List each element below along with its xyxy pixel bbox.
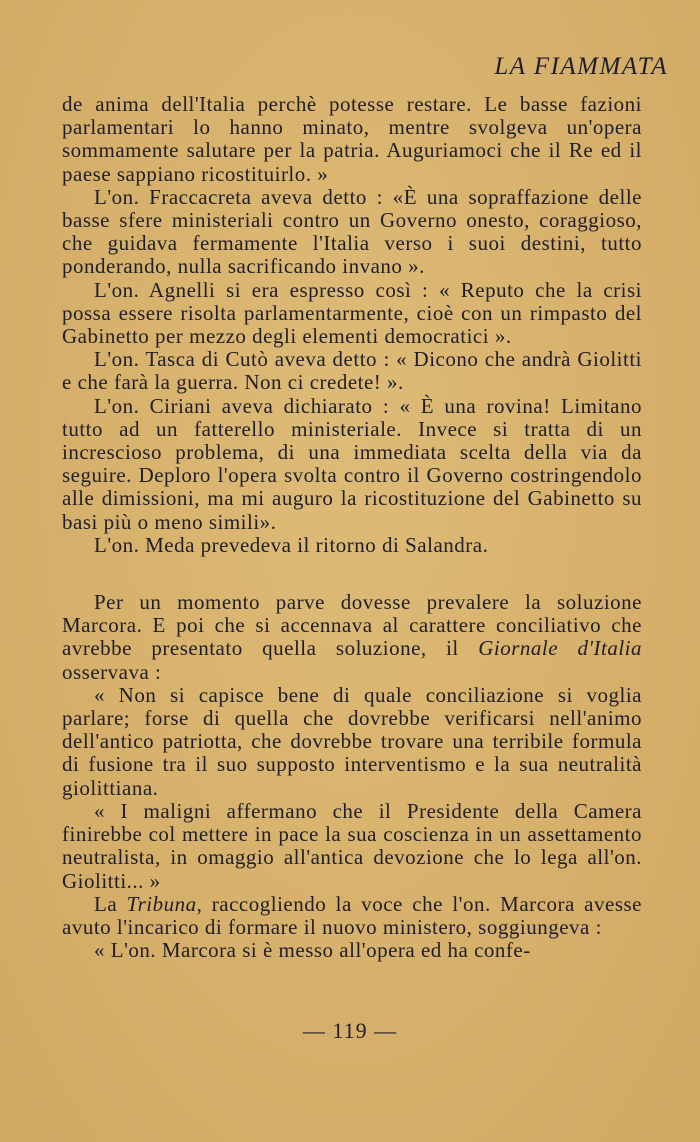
paragraph: L'on. Tasca di Cutò aveva detto : « Dicono che andrà Giolitti e che farà la guerra. Non ci credete! ». [62, 347, 642, 395]
text-span: osservava : [62, 659, 162, 684]
newspaper-title: Giornale d'Italia [478, 636, 642, 661]
paragraph [62, 893, 642, 939]
paragraph: « I maligni affermano che il Presidente della Camera finirebbe col mettere in pace la sua coscienza in un assettamento neutralista, in omaggio all'antica devozione che lo lega all'on. Giolitti... » [62, 798, 642, 893]
page-number: — 119 — [302, 1018, 398, 1043]
paragraph: « L'on. Marcora si è messo all'opera ed ha confe- [94, 938, 531, 963]
paragraph: L'on. Fraccacreta aveva detto : «È una sopraffazione delle basse sfere ministeriali contro un Governo onesto, coraggioso, che guidava fermamente l'Italia verso i suoi destini, tutto ponderando, nulla sacrificando invano ». [62, 184, 642, 279]
paragraph: de anima dell'Italia perchè potesse restare. Le basse fazioni parlamentari lo hanno minato, mentre svolgeva un'opera sommamente salutare per la patria. Auguriamoci che il Re ed il paese sappiano ricostituirlo. » [62, 92, 642, 186]
paragraph: « Non si capisce bene di quale conciliazione si voglia parlare; forse di quella che dovrebbe verificarsi nell'animo dell'antico patriotta, che dovrebbe trovare una terribile formula di fusione tra il suo supposto interventismo e la sua neutralità giolittiana. [62, 682, 642, 800]
newspaper-title: Tribuna [126, 891, 197, 916]
text-span: , raccogliendo la voce che l'on. Marcora avesse avuto l'incarico di formare il nuovo ministero, soggiungeva : [62, 891, 642, 939]
paragraph [62, 591, 642, 684]
text-span: Per un momento parve dovesse prevalere la soluzione Marcora. E poi che si accennava al carattere conciliativo che avrebbe presentato quella soluzione, il [62, 590, 642, 661]
body-text [62, 93, 642, 962]
text-span: La [94, 891, 127, 916]
paragraph: L'on. Meda prevedeva il ritorno di Salandra. [94, 532, 489, 557]
paragraph: L'on. Agnelli si era espresso così : « Reputo che la crisi possa essere risolta parlamentarmente, cioè con un rimpasto del Gabinetto per mezzo degli elementi democratici ». [62, 277, 642, 349]
running-head: LA FIAMMATA [494, 53, 668, 80]
paragraph: L'on. Ciriani aveva dichiarato : « È una rovina! Limitano tutto ad un fatterello ministeriale. Invece si tratta di un increscioso problema, di una immediata scelta della via da seguire. Deploro l'opera svolta contro il Governo costringendolo alle dimissioni, ma mi auguro la ricostituzione del Gabinetto su basi più o meno simili». [62, 393, 642, 534]
